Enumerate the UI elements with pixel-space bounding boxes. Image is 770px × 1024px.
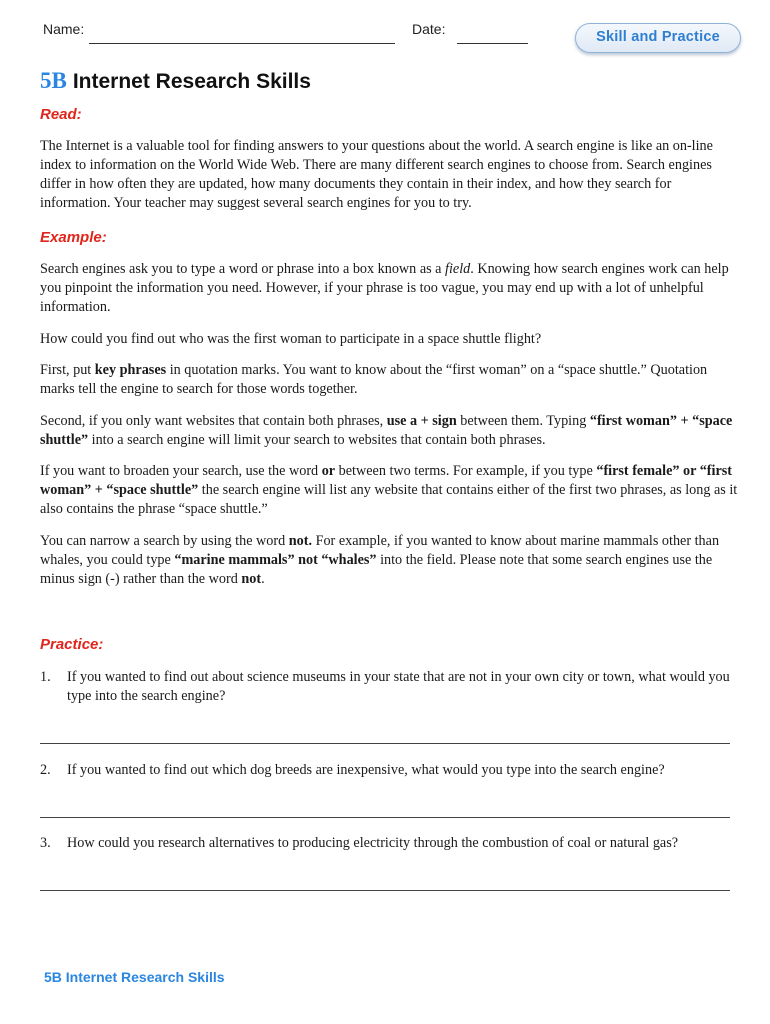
date-field-line[interactable] [457, 43, 528, 44]
question-number: 1. [40, 669, 51, 685]
question-number: 2. [40, 762, 51, 778]
practice-heading: Practice: [40, 636, 104, 653]
name-field-line[interactable] [89, 43, 395, 44]
practice-question-3 [40, 834, 740, 853]
example-paragraph-6: You can narrow a search by using the word not. For example, if you wanted to know about marine mammals other than whales, you could type “marine mammals” not “whales” into the field. Please note that some search engines use the minus sign (-) rather than the word not. [40, 533, 720, 587]
example-paragraph-5: If you want to broaden your search, use the word or between two terms. For example, if you type “first female” or “first woman” + “space shuttle” the search engine will list any website that contains either of the first two phrases, as long as it also contains the phrase “space shuttle.” [40, 463, 738, 517]
answer-line-1[interactable] [40, 743, 730, 744]
answer-line-2[interactable] [40, 817, 730, 818]
example-heading: Example: [40, 229, 107, 246]
read-heading: Read: [40, 106, 82, 123]
read-paragraph: The Internet is a valuable tool for finding answers to your questions about the world. A search engine is like an on-line index to information on the World Wide Web. There are many different search engines to choose from. Search engines differ in how often they are updated, how many documents they contain in their index, and how they search for information. Your teacher may suggest several search engines for you to try. [40, 138, 713, 211]
page-footer: 5B Internet Research Skills [44, 969, 225, 985]
question-number: 3. [40, 835, 51, 851]
name-label: Name: [43, 21, 85, 37]
question-text: If you wanted to find out about science museums in your state that are not in your own city or town, what would you type into the search engine? [67, 669, 730, 704]
section-title: Internet Research Skills [72, 70, 311, 93]
example-paragraph-4: Second, if you only want websites that contain both phrases, use a + sign between them. Typing “first woman” + “space shuttle” into a search engine will limit your search to websites that contain both phrases. [40, 413, 733, 448]
question-text: How could you research alternatives to producing electricity through the combustion of coal or natural gas? [67, 835, 679, 851]
skill-and-practice-badge: Skill and Practice [575, 23, 741, 53]
example-paragraph-1: Search engines ask you to type a word or phrase into a box known as a field. Knowing how search engines work can help you pinpoint the information you need. However, if your phrase is too vague, you may end up with a lot of unhelpful information. [40, 261, 729, 315]
practice-question-1 [40, 668, 740, 706]
page-title [40, 59, 311, 96]
question-text: If you wanted to find out which dog breeds are inexpensive, what would you type into the search engine? [67, 762, 665, 778]
example-paragraph-2: How could you find out who was the first woman to participate in a space shuttle flight? [40, 331, 542, 347]
section-number: 5B [40, 68, 67, 93]
worksheet-header [0, 0, 770, 60]
example-paragraph-3: First, put key phrases in quotation marks. You want to know about the “first woman” on a “space shuttle.” Quotation marks tell the engine to search for those words together. [40, 362, 708, 397]
practice-question-2 [40, 761, 740, 780]
date-label: Date: [412, 21, 446, 37]
answer-line-3[interactable] [40, 890, 730, 891]
